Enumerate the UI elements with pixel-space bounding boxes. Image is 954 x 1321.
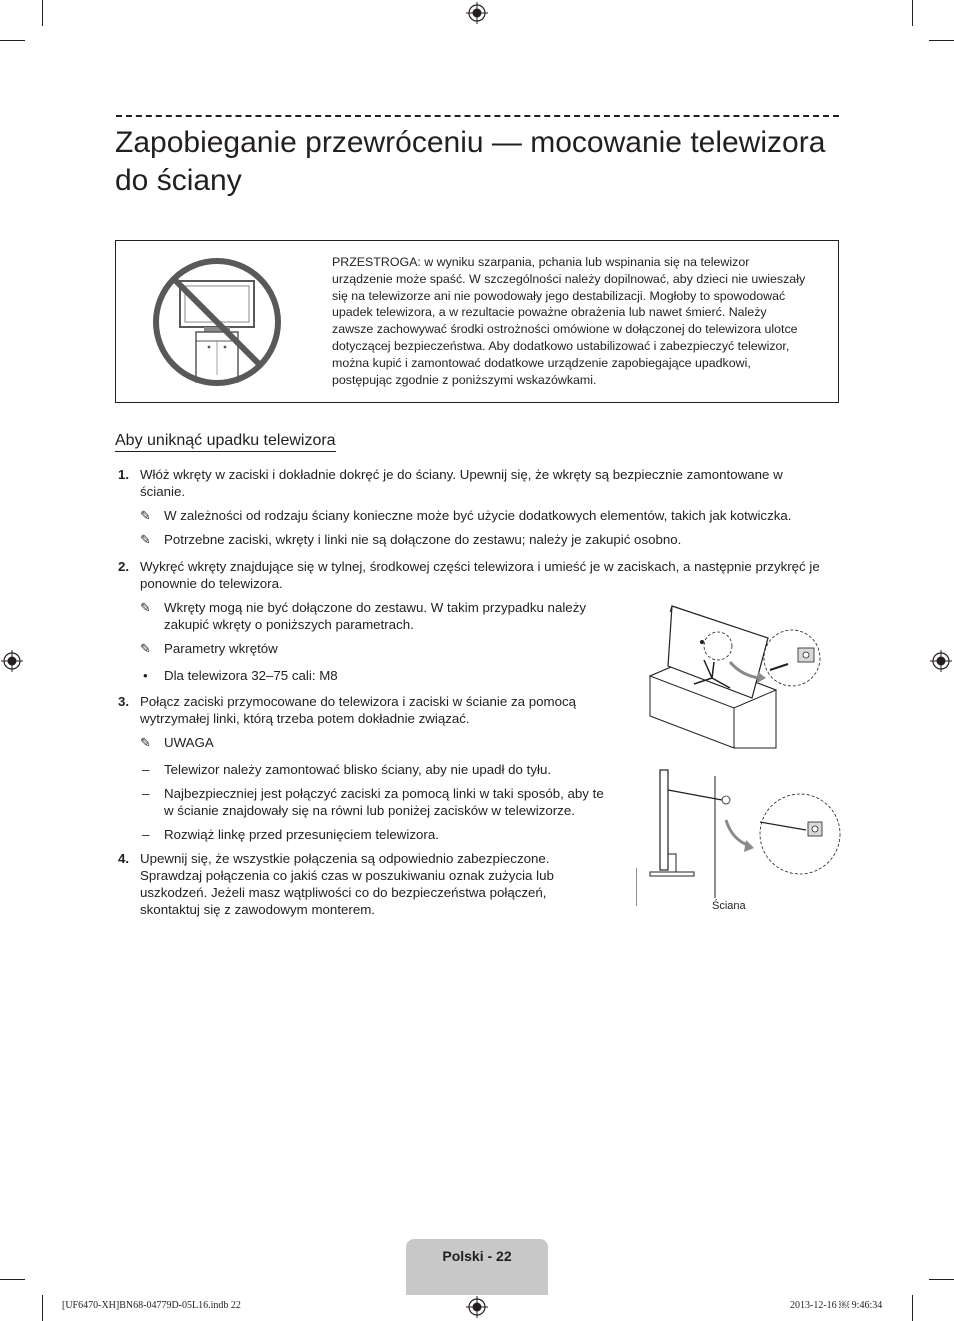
crop-mark [42,0,43,26]
note-text: UWAGA [164,735,214,750]
note-icon: ✎ [140,508,151,523]
crop-mark [929,40,954,41]
timestamp: 2013-12-16 ￼ 9:46:34 [790,1300,883,1311]
registration-mark-icon [466,1296,488,1318]
step-text: Wykręć wkręty znajdujące się w tylnej, środkowej części telewizora i umieść je w zaciskach, a następnie przykręć je ponownie do telewizora. [140,559,820,591]
dash-item-text: Rozwiąż linkę przed przesunięciem telewizora. [164,827,439,842]
page-number-label: Polski - 22 [442,1248,512,1264]
note-icon: ✎ [140,532,151,547]
crop-mark [0,40,25,41]
dash-glyph: – [142,786,150,801]
registration-mark-icon [930,650,952,672]
crop-mark [929,1279,954,1280]
registration-mark-icon [466,2,488,24]
file-info: [UF6470-XH]BN68-04779D-05L16.indb 22 [62,1300,241,1311]
note-icon: ✎ [140,735,151,750]
warning-box [115,240,839,403]
step-number: 4. [118,851,130,866]
step-number: 1. [118,467,130,482]
crop-mark [912,1295,913,1321]
bullet-text: Dla telewizora 32–75 cali: M8 [164,668,338,683]
dash-item-text: Najbezpieczniej jest połączyć zaciski za pomocą linki w taki sposób, aby te w ścianie znajdowały się na równi lub poniżej zacisków w telewizorze. [164,786,604,818]
warning-text: PRZESTROGA: w wyniku szarpania, pchania lub wspinania się na telewizor urządzenie może spaść. W szczególności należy dopilnować, aby dzieci nie uwieszały się na telewizorze ani nie powodowały jego destabilizacji. Mogłoby to spowodować upadek telewizora, a w rezultacie poważne obrażenia lub nawet śmierć. Należy zawsze zachowywać środki ostrożności omówione w dołączonej do telewizora ulotce dotyczącej bezpieczeństwa. Aby dodatkowo ustabilizować i zabezpieczyć telewizor, można kupić i zamontować dodatkowe urządzenie zapobiegające upadkowi, postępując zgodnie z poniższymi wskazówkami. [332,255,806,387]
dash-item-text: Telewizor należy zamontować blisko ściany, aby nie upadł do tyłu. [164,762,552,777]
bullet-glyph: • [143,668,148,683]
registration-mark-icon [1,650,23,672]
note-icon: ✎ [140,641,151,656]
crop-mark [42,1295,43,1321]
step-text: Upewnij się, że wszystkie połączenia są odpowiednio zabezpieczone. Sprawdzaj połączenia co jakiś czas w poszukiwaniu oznak zużycia lub uszkodzeń. Jeżeli masz wątpliwości co do bezpieczeństwa połączeń, skontaktuj się z zawodowym monterem. [140,851,554,917]
dash-glyph: – [142,827,150,842]
step-text: Połącz zaciski przymocowane do telewizora i zaciski w ścianie za pomocą wytrzymałej linki, którą trzeba potem dokładnie związać. [140,694,577,726]
note-icon: ✎ [140,600,151,615]
step-number: 2. [118,559,130,574]
section-heading: Aby uniknąć upadku telewizora [115,431,336,452]
tv-wall-cable-illustration [636,764,841,912]
tv-back-bracket-illustration [642,598,842,753]
step-number: 3. [118,694,130,709]
step-text: Włóż wkręty w zaciski i dokładnie dokręć je do ściany. Upewnij się, że wkręty są bezpiecznie zamontowane w ścianie. [140,467,783,499]
note-text: W zależności od rodzaju ściany konieczne może być użycie dodatkowych elementów, takich jak kotwiczka. [164,508,792,523]
page-number-tab [406,1239,548,1295]
crop-mark [912,0,913,26]
dash-glyph: – [142,762,150,777]
title-rule [116,115,839,117]
crop-mark [0,1279,25,1280]
page-title: Zapobieganie przewróceniu — mocowanie telewizora do ściany [115,126,826,197]
note-text: Potrzebne zaciski, wkręty i linki nie są dołączone do zestawu; należy je zakupić osobno. [164,532,682,547]
no-climbing-tv-icon [152,257,282,387]
note-text: Parametry wkrętów [164,641,278,656]
wall-label: Ściana [712,900,746,912]
note-text: Wkręty mogą nie być dołączone do zestawu. W takim przypadku należy zakupić wkręty o poniższych parametrach. [164,600,586,632]
